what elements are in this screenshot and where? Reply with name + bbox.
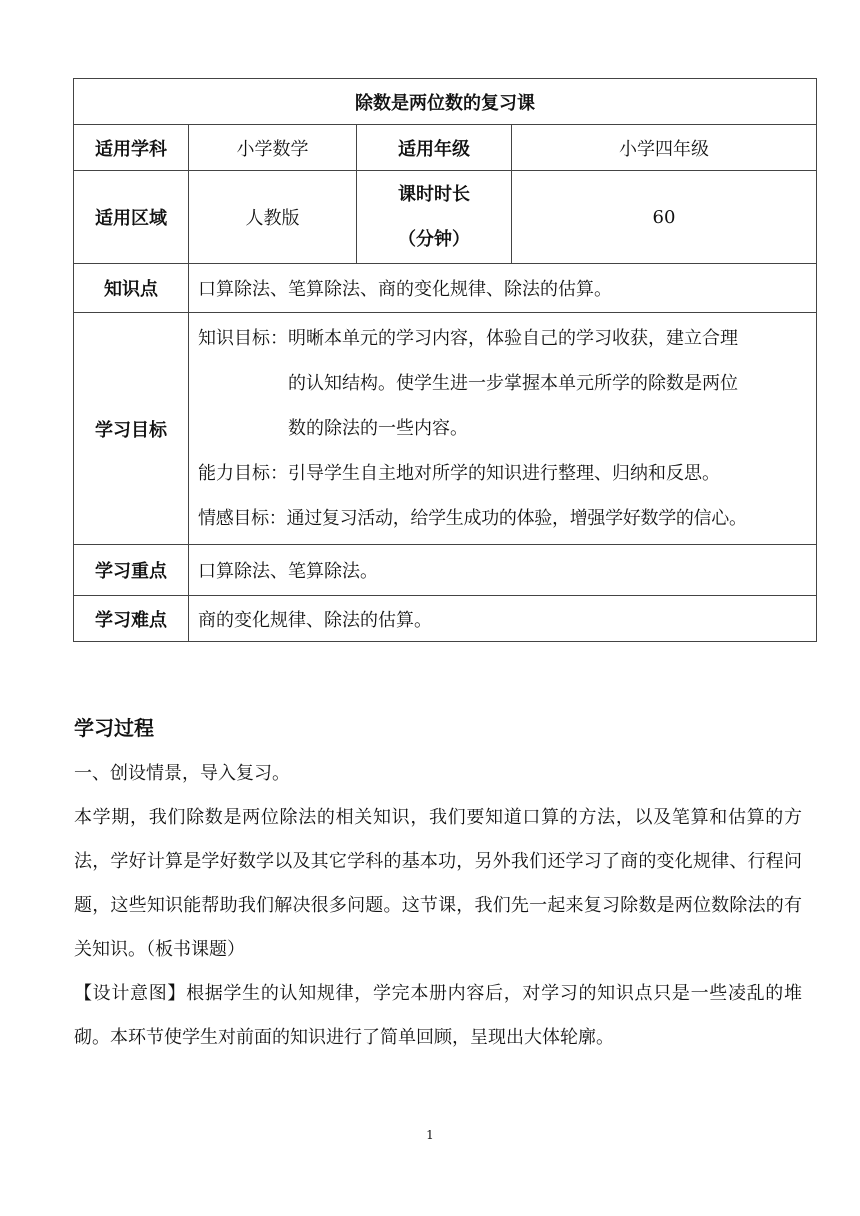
- goal-knowledge: [198, 316, 816, 451]
- duration-label-line-1: 课时时长: [398, 184, 470, 205]
- duration-value: 60: [512, 171, 817, 264]
- goals-cell: [189, 313, 817, 545]
- focus-label: 学习重点: [74, 545, 189, 596]
- region-label: 适用区域: [74, 171, 189, 264]
- page-number: 1: [426, 1128, 434, 1142]
- design-intent-paragraph: 【设计意图】根据学生的认知规律，学完本册内容后，对学习的知识点只是一些凌乱的堆砌。本环节使学生对前面的知识进行了简单回顾，呈现出大体轮廓。: [74, 983, 802, 1048]
- region-value: 人教版: [189, 171, 357, 264]
- duration-label-line-2: （分钟）: [398, 229, 470, 250]
- goal-knowledge-line: 数的除法的一些内容。: [288, 418, 468, 439]
- goal-knowledge-text: [288, 316, 816, 451]
- knowledge-value: 口算除法、笔算除法、商的变化规律、除法的估算。: [189, 264, 817, 313]
- goal-knowledge-line: 明晰本单元的学习内容，体验自己的学习收获，建立合理: [288, 328, 738, 349]
- grade-label: 适用年级: [357, 125, 512, 171]
- lesson-info-table: [73, 78, 817, 642]
- difficulty-label: 学习难点: [74, 596, 189, 642]
- goal-knowledge-label: 知识目标：: [198, 328, 288, 349]
- difficulty-value: 商的变化规律、除法的估算。: [189, 596, 817, 642]
- goal-emotion: 情感目标：通过复习活动，给学生成功的体验，增强学好数学的信心。: [198, 508, 747, 529]
- goal-knowledge-line: 的认知结构。使学生进一步掌握本单元所学的除数是两位: [288, 373, 738, 394]
- section-title: 学习过程: [74, 716, 154, 740]
- knowledge-label: 知识点: [74, 264, 189, 313]
- intro-paragraph: 本学期，我们除数是两位除法的相关知识，我们要知道口算的方法，以及笔算和估算的方法，学好计算是学好数学以及其它学科的基本功，另外我们还学习了商的变化规律、行程问题，这些知识能帮助我们解决很多问题。这节课，我们先一起来复习除数是两位数除法的有关知识。（板书课题）: [74, 807, 802, 960]
- grade-value: 小学四年级: [512, 125, 817, 171]
- goals-label: 学习目标: [74, 313, 189, 545]
- lesson-title: 除数是两位数的复习课: [74, 79, 817, 125]
- step-heading: 一、创设情景，导入复习。: [74, 763, 290, 784]
- duration-label: [357, 171, 512, 264]
- focus-value: 口算除法、笔算除法。: [189, 545, 817, 596]
- subject-value: 小学数学: [189, 125, 357, 171]
- goal-ability: 能力目标：引导学生自主地对所学的知识进行整理、归纳和反思。: [198, 463, 720, 484]
- subject-label: 适用学科: [74, 125, 189, 171]
